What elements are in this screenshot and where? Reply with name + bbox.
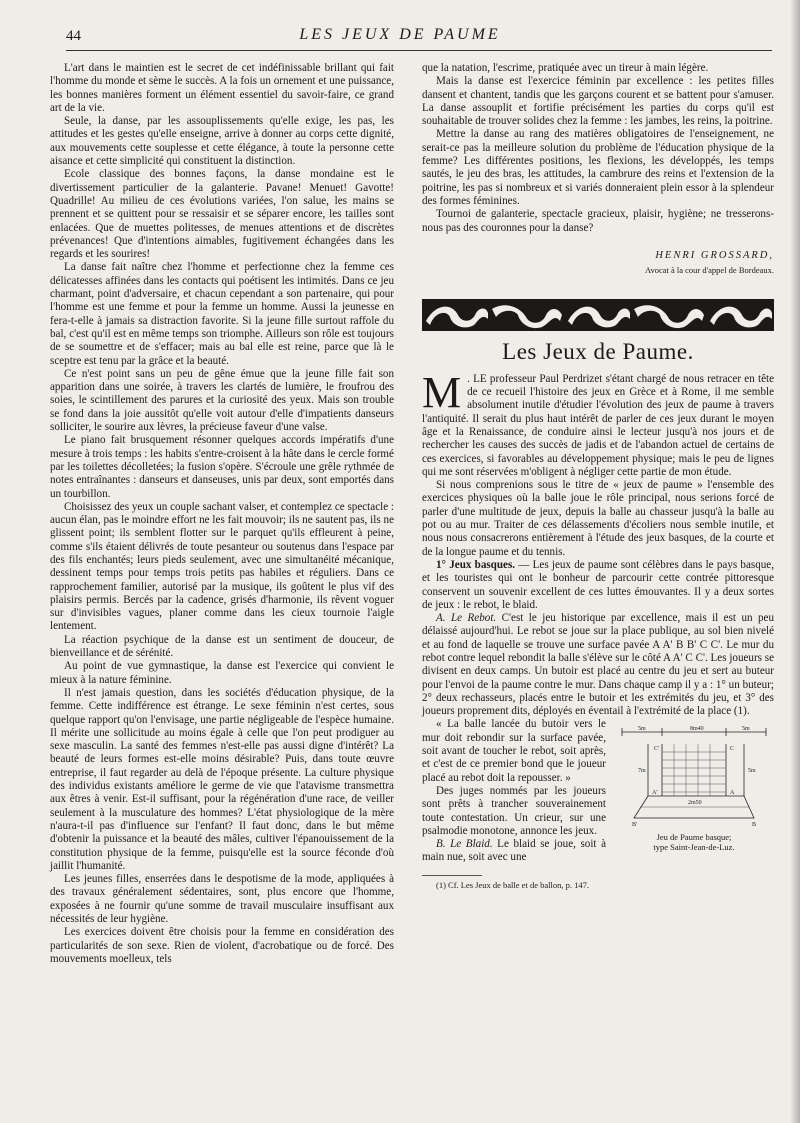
rebot-paragraph [422,612,774,718]
header-rule [66,50,772,51]
fig-label: C [730,746,735,753]
fig-label: C' [654,746,660,753]
paragraph: La réaction psychique de la danse est un sentiment de douceur, de bienveillance et de sérénité. [50,633,394,660]
drop-cap: M [422,367,462,417]
paragraph: Mais la danse est l'exercice féminin par excellence : les petites filles dansent et chantent, tandis que les garçons courent et se battent pour s'amuser. La danse assouplit et fortifie précisément les parties du corps qu'il est souhaitable de trouver solides chez la femme : les jambes, les reins, la poitrine. [422,75,774,128]
paragraph: Au point de vue gymnastique, la danse est l'exercice qui convient le mieux à la nature féminine. [50,660,394,686]
quote-paragraph: « La balle lancée du butoir vers le mur doit rebondir sur la surface pavée, soit avant de toucher le rebot, soit après, et c'est de ce premier bond que le joueur placé au rebot doit la repousser. » [422,718,606,784]
fig-label: B' [632,822,638,829]
fig-label: A' [652,790,658,797]
paragraph: Mettre la danse au rang des matières obligatoires de l'enseignement, ne serait-ce pas la meilleure solution du problème de l'éducation physique de la femme? Les différentes positions, les flexions, les développés, les temps sautés, le jeu des bras, les attitudes, la cambrure des reins et l'extension de la poitrine, les pas si nombreux et si variés donneraient plein essor à la splendeur des formes féminines. [422,128,774,207]
decorative-band [422,299,774,331]
fig-label: 5m [638,726,646,733]
paragraph: L'art dans le maintien est le secret de cet indéfinissable brillant qui fait l'homme du monde et sème le succès. A la fois un ornement et une puissance, les bonnes manières forment un élément essentiel du savoir-faire, ce grand art de la vie. [50,62,394,114]
paragraph: Tournoi de galanterie, spectacle gracieux, plaisir, hygiène; ne tresserons-nous pas des couronnes pour la danse? [422,208,774,234]
footnote-rule [422,875,482,876]
paragraph: Le piano fait brusquement résonner quelques accords impératifs d'une mesure à trois temps : les habits s'entre-croisent à la hâte dans le cercle formé par les toilettes décolletées; la fusion s'opère. S'écroule une grêle rythmée de notes entraînantes : danseurs et danseuses, unis par deux, sont emportés dans un tourbillon. [50,434,394,500]
page-number: 44 [66,28,81,44]
court-figure [614,722,774,852]
author-title: Avocat à la cour d'appel de Bordeaux. [644,265,774,276]
author-signature: HENRI GROSSARD, [655,249,774,261]
fig-label: 5m [748,768,756,775]
blaid-text: Le blaid se joue, soit à main nue, soit avec une [422,838,607,864]
fig-label: 8m40 [690,726,704,733]
fig-label: 2m50 [688,800,702,807]
section-text: — Les jeux de paume sont célèbres dans le pays basque, et les touristes qui ont le bonheur de parcourir cette contrée pittoresque conservent un souvenir excellent de ces luttes émouvantes. Il y a deux sortes de jeux : le rebot, le blaid. [422,558,774,611]
article-title: Les Jeux de Paume. [502,339,694,365]
fig-label: A [730,790,735,797]
running-header [0,26,800,52]
ornament-frieze-icon [422,299,774,331]
rebot-text: C'est le jeu historique par excellence, mais il est un peu délaissé aujourd'hui. Le rebot se joue sur la place publique, au sol bien nivelé et au fond de laquelle se trouve une surface pavée A A' B B' C C'. Le mur du rebot contre lequel rebondit la balle s'élève sur le côté A A' C C'. Les joueurs se divisent en deux camps. Un butoir est placé au centre du jeu et sert au buteur pour l'envoi de la paume contre le mur. Dans chaque camp il y a : 1° un buteur; 2° deux rechasseurs, placés entre le butoir et les extrémités du jeu, et 3° des joueurs proprement dits, déployés en éventail à l'extrémité de la place (1). [422,612,775,718]
paragraph: Les exercices doivent être choisis pour la femme en considération des particularités de son sexe. Rien de violent, d'acrobatique ou de forcé. Des mouvements moelleux, tels [50,926,394,965]
figure-caption-line1: Jeu de Paume basque; [656,832,732,843]
footnote: (1) Cf. Les Jeux de balle et de ballon, p. 147. [436,879,589,890]
paragraph: Seule, la danse, par les assouplissements qu'elle exige, les pas, les attitudes et les gestes qu'elle enseigne, arrive à donner au corps cette dignité, aux mouvements cette souplesse et cette élégance, à toute la personne cette aisance et cette simplicité qui constituent la distinction. [50,115,394,168]
right-column [422,62,774,890]
paragraph: Des juges nommés par les joueurs sont prêts à trancher souverainement toute contestation. Un crieur, sur une psalmodie monotone, annonce les jeux. [422,784,606,837]
intro-text: . LE professeur Paul Perdrizet s'étant chargé de nous retracer en tête de ce recueil l'histoire des jeux en Grèce et à Rome, il me semble absolument inutile d'étudier l'évolution des jeux de paume à travers l'antiquité. Il serait du plus haut intérêt de parler de ces jeux durant le moyen âge et la Renaissance, de conduire ainsi le lecteur jusqu'à nos jours et de rechercher les causes des succès de jadis et de l'abandon actuel de certains de ces exercices, si favorables au développement physique; mais le peu de lignes qui me sont réservées m'obligent à négliger cette partie de mon étude. [422,372,774,478]
paragraph: Ce n'est point sans un peu de gêne émue que la jeune fille fait son apparition dans une soirée, à travers les clartés de lumière, le froufrou des soies, le scintillement des parures et la curiosité des yeux. Mais son trouble se fond dans la joie aussitôt qu'elle voit autour d'elle d'impatients danseurs solliciter, le sourire aux lèvres, la précieuse faveur d'une valse. [50,367,394,434]
paragraph: Il n'est jamais question, dans les sociétés d'éducation physique, de la femme. Cette indifférence est étrange. Le sexe féminin n'est certes, sous quelque rapport qu'on l'envisage, une partie négligeable de l'espèce humaine. Il mérite une sollicitude au moins égale à celle que l'on peut prodiguer au sexe masculin. La santé des femmes n'est-elle pas aussi digne d'intérêt? La beauté de leurs formes est-elle moins désirable? Puis, dans toute œuvre entreprise, il faut regarder au delà de l'époque présente. La culture physique des individus existants améliore le germe de vie que l'atavisme transmettra aux êtres à venir. Est-il suffisant, pour la régénération d'une race, de veiller seulement à la musculature des hommes? L'état physiologique de la mère n'aura-t-il pas d'influence sur l'enfant? Il faut donc, dans le but même d'obtenir la puissance et la beauté des mâles, cultiver l'épanouissement de la constitution physique de la femme, puisqu'elle est la source féconde d'où jaillit l'humanité. [50,686,394,872]
paragraph: La danse fait naître chez l'homme et perfectionne chez la femme ces délicatesses affinées dans les contacts qui poétisent les intimités. Dans ce jeu charmant, point d'adversaire, et chacun cependant a son partenaire, qui pour l'homme est une femme et pour la femme un homme. Aussi la jeunesse en fera-t-elle à jamais sa distraction favorite. Si la jeune fille surtout raffole du bal, c'est qu'il est en même temps son triomphe. Ailleurs son rôle est toujours de se soumettre et de s'effacer; mais au bal elle est reine, parce que là le sceptre est tenu par la grâce et la beauté. [50,261,394,367]
court-diagram [614,722,774,832]
left-column [50,62,394,966]
continuation-paragraph: que la natation, l'escrime, pratiquée avec un tireur à main légère. [422,62,709,74]
fig-label: 5m [742,726,750,733]
paragraph: Les jeunes filles, enserrées dans le despotisme de la mode, appliquées à des travaux généralement sédentaires, sont, plus encore que l'homme, exposées à ne fournir qu'une somme de travail musculaire insuffisant aux nécessités de leur hygiène. [50,873,394,925]
paragraph: Choisissez des yeux un couple sachant valser, et contemplez ce spectacle : aucun élan, pas le moindre effort ne les fait mouvoir; ils ne sautent pas, ils ne glissent point; ils semblent flotter sur le parquet qu'ils effleurent à peine, comme s'ils étaient délivrés de toute pesanteur ou soutenus dans l'espace par des fils enchantés; leurs pieds seulement, avec une simultanéité mécanique, dessinent temps pour temps trois petits pas habiles et réguliers. Dans ce rapprochement familier, autorisé par la musique, ils goûtent le plus vif des plaisirs permis. Bercés par la cadence, grisés d'harmonie, ils rêvent voguer sur d'invisibles vagues, planer comme dans les cieux tournoie l'aigle lentement. [50,500,394,633]
rebot-label: A. Le Rebot. [436,612,497,625]
fig-label: B [752,822,757,829]
running-title: LES JEUX DE PAUME [299,26,501,43]
section-heading: 1° Jeux basques. [436,558,516,571]
paragraph: Si nous comprenions sous le titre de « jeux de paume » l'ensemble des exercices physiques où la balle joue le rôle principal, nous serions forcé de parler d'une multitude de jeux, depuis la balle au chasseur jusqu'à la balle au pot ou au mur. Traiter de ces délassements d'écoliers nous semble inutile, et nous nous consacrerons entièrement à l'étude des jeux basques, de la courte et de la longue paume et du tennis. [422,479,774,558]
article-intro [422,367,774,479]
section-paragraph [422,559,774,612]
figure-caption-line2: type Saint-Jean-de-Luz. [653,842,735,853]
paragraph: Ecole classique des bonnes façons, la danse mondaine est le divertissement particulier de la galanterie. Pavane! Menuet! Gavotte! Quadrille! Au milieu de ces évolutions variées, l'on salue, les mains se prennent et se quittent pour se ressaisir et se séparer encore, les tailles sont enlacées. Que de muettes politesses, de menues attentions et de discrètes prévenances! Que d'intentions aimables, fugitivement échangées dans les regards et les sourires! [50,168,394,261]
blaid-label: B. Le Blaid. [436,838,493,851]
scan-shadow-edge [790,0,800,1123]
fig-label: 7m [638,768,646,775]
